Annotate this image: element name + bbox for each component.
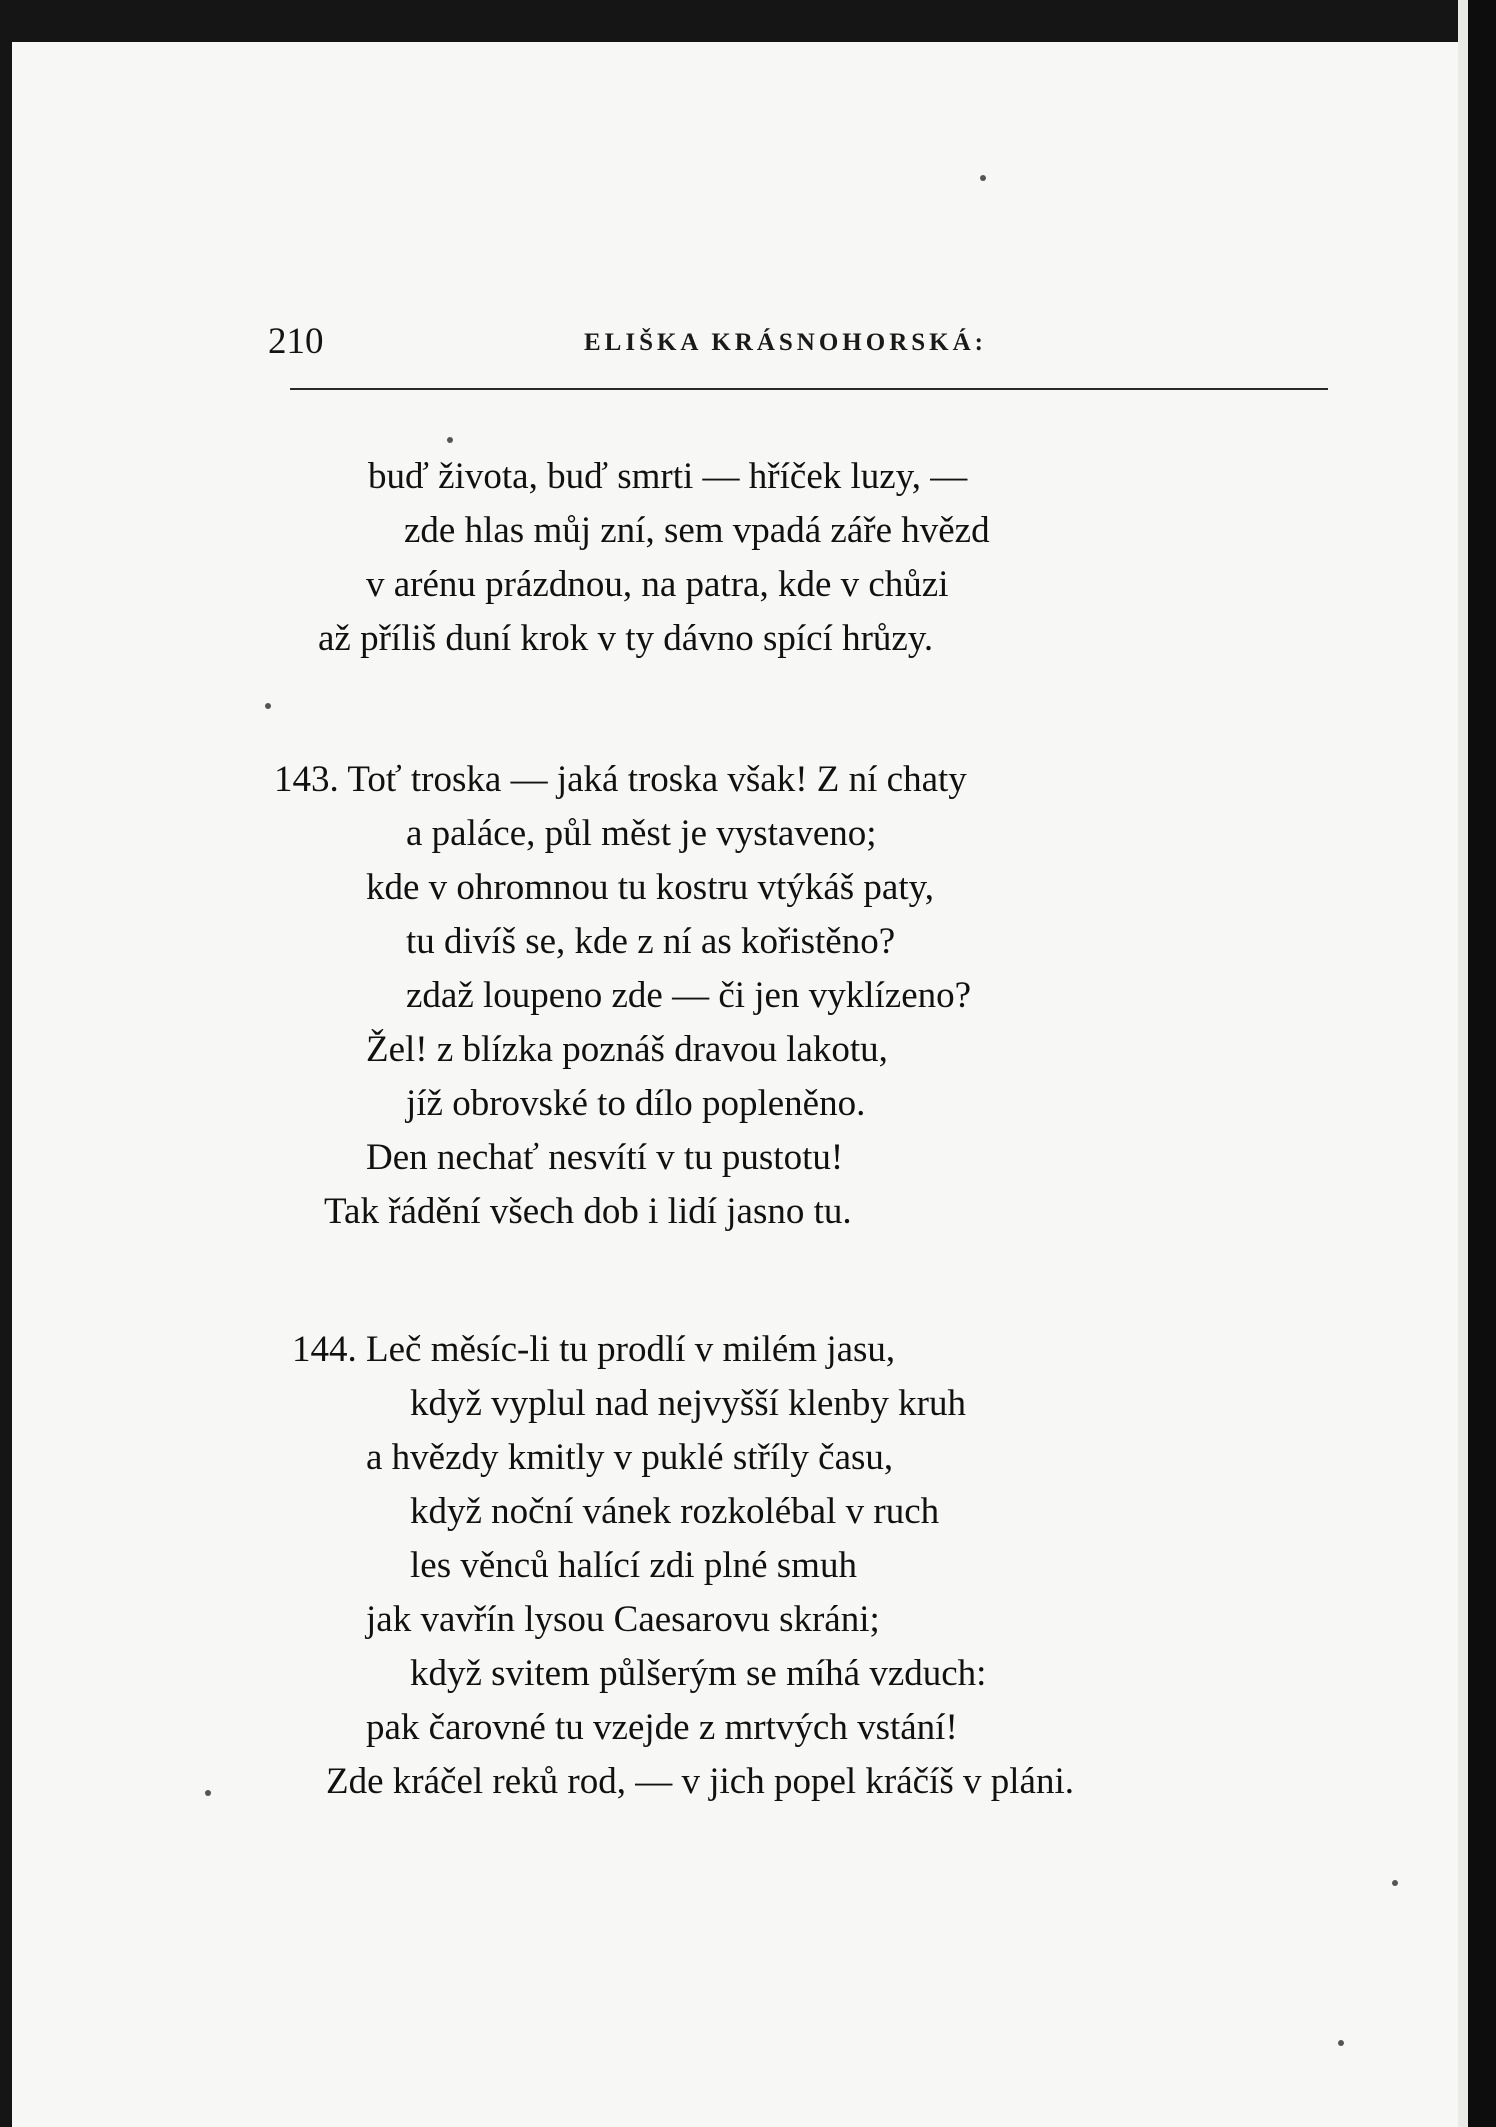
ink-speck	[447, 437, 453, 443]
poem-line: pak čarovné tu vzejde z mrtvých vstání!	[366, 1707, 958, 1748]
poem-line: jíž obrovské to dílo popleněno.	[406, 1083, 866, 1124]
facing-page-edge	[1458, 0, 1468, 2127]
poem-line: v arénu prázdnou, na patra, kde v chůzi	[366, 564, 949, 605]
poem-line: les věnců halící zdi plné smuh	[410, 1545, 857, 1586]
header-rule	[290, 388, 1328, 390]
poem-line: a paláce, půl měst je vystaveno;	[406, 813, 877, 854]
poem-line: když svitem půlšerým se míhá vzduch:	[410, 1653, 987, 1694]
poem-line: kde v ohromnou tu kostru vtýkáš paty,	[366, 867, 934, 908]
poem-line: Tak řádění všech dob i lidí jasno tu.	[324, 1191, 852, 1232]
poem-line: až příliš duní krok v ty dávno spící hrůzy.	[318, 618, 934, 659]
poem-line: Žel! z blízka poznáš dravou lakotu,	[366, 1029, 888, 1070]
poem-line: zde hlas můj zní, sem vpadá záře hvězd	[404, 510, 990, 551]
stanza-143-line: 143. Toť troska — jaká troska však! Z ní chaty	[274, 759, 967, 800]
running-head: ELIŠKA KRÁSNOHORSKÁ:	[584, 329, 987, 356]
poem-line: když vyplul nad nejvyšší klenby kruh	[410, 1383, 966, 1424]
page-header	[268, 320, 1328, 380]
poem-line: buď života, buď smrti — hříček luzy, —	[368, 456, 968, 497]
ink-speck	[265, 703, 271, 709]
ink-speck	[980, 175, 986, 181]
page-number: 210	[268, 321, 324, 362]
poem-line: Den nechať nesvítí v tu pustotu!	[366, 1137, 844, 1178]
poem-line: a hvězdy kmitly v puklé stříly času,	[366, 1437, 894, 1478]
poem-line: Zde kráčel reků rod, — v jich popel kráčíš v pláni.	[326, 1761, 1074, 1802]
ink-speck	[205, 1790, 211, 1796]
poem-line: zdaž loupeno zde — či jen vyklízeno?	[406, 975, 972, 1016]
ink-speck	[1392, 1880, 1398, 1886]
ink-speck	[1338, 2040, 1344, 2046]
poem-line: jak vavřín lysou Caesarovu skráni;	[366, 1599, 880, 1640]
scan-border	[1468, 0, 1496, 2127]
poem-line: tu divíš se, kde z ní as kořistěno?	[406, 921, 896, 962]
stanza-144-line: 144. Leč měsíc-li tu prodlí v milém jasu,	[292, 1329, 896, 1370]
poem-line: když noční vánek rozkolébal v ruch	[410, 1491, 940, 1532]
